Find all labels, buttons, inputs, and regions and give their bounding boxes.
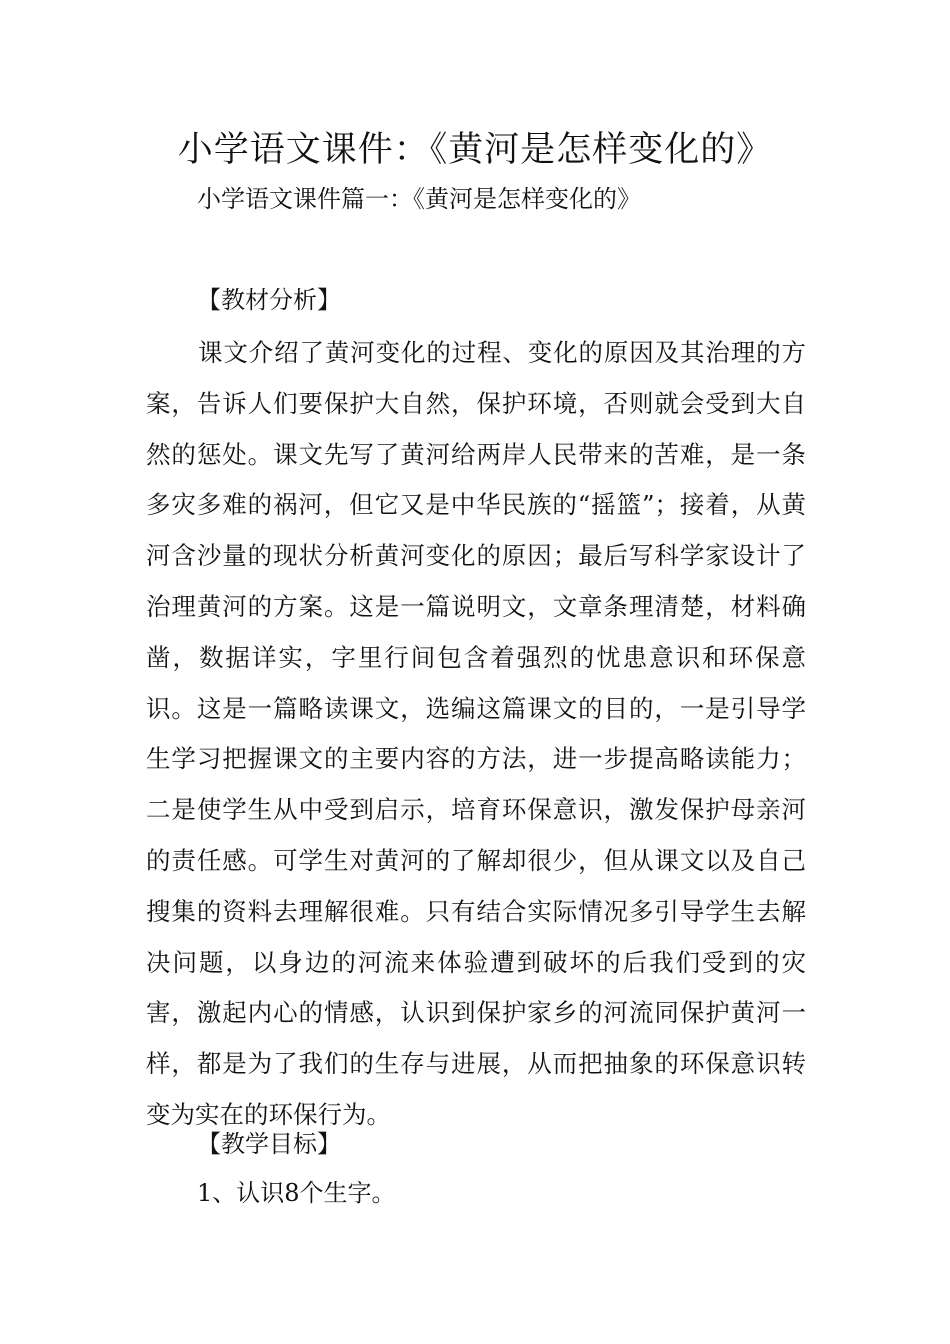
document-subtitle: 小学语文课件篇一：《黄河是怎样变化的》 <box>197 185 641 213</box>
goal-item-1: 1、认识8个生字。 <box>197 1179 396 1207</box>
analysis-paragraph: 课文介绍了黄河变化的过程、变化的原因及其治理的方案，告诉人们要保护大自然，保护环境，否则就会受到大自然的惩处。课文先写了黄河给两岸人民带来的苦难，是一条多灾多难的祸河，但它又是中华民族的“摇篮”；接着，从黄河含沙量的现状分析黄河变化的原因；最后写科学家设计了治理黄河的方案。这是一篇说明文，文章条理清楚，材料确凿，数据详实，字里行间包含着强烈的忧患意识和环保意识。这是一篇略读课文，选编这篇课文的目的，一是引导学生学习把握课文的主要内容的方法，进一步提高略读能力；二是使学生从中受到启示，培育环保意识，激发保护母亲河的责任感。可学生对黄河的了解却很少，但从课文以及自己搜集的资料去理解很难。只有结合实际情况多引导学生去解决问题，以身边的河流来体验遭到破坏的后我们受到的灾害，激起内心的情感，认识到保护家乡的河流同保护黄河一样，都是为了我们的生存与进展，从而把抽象的环保意识转变为实在的环保行为。 <box>146 338 806 1129</box>
section-heading-analysis: 【教材分析】 <box>197 286 341 314</box>
document-title: 小学语文课件：《黄河是怎样变化的》 <box>177 130 773 170</box>
section-heading-goals: 【教学目标】 <box>197 1130 341 1158</box>
